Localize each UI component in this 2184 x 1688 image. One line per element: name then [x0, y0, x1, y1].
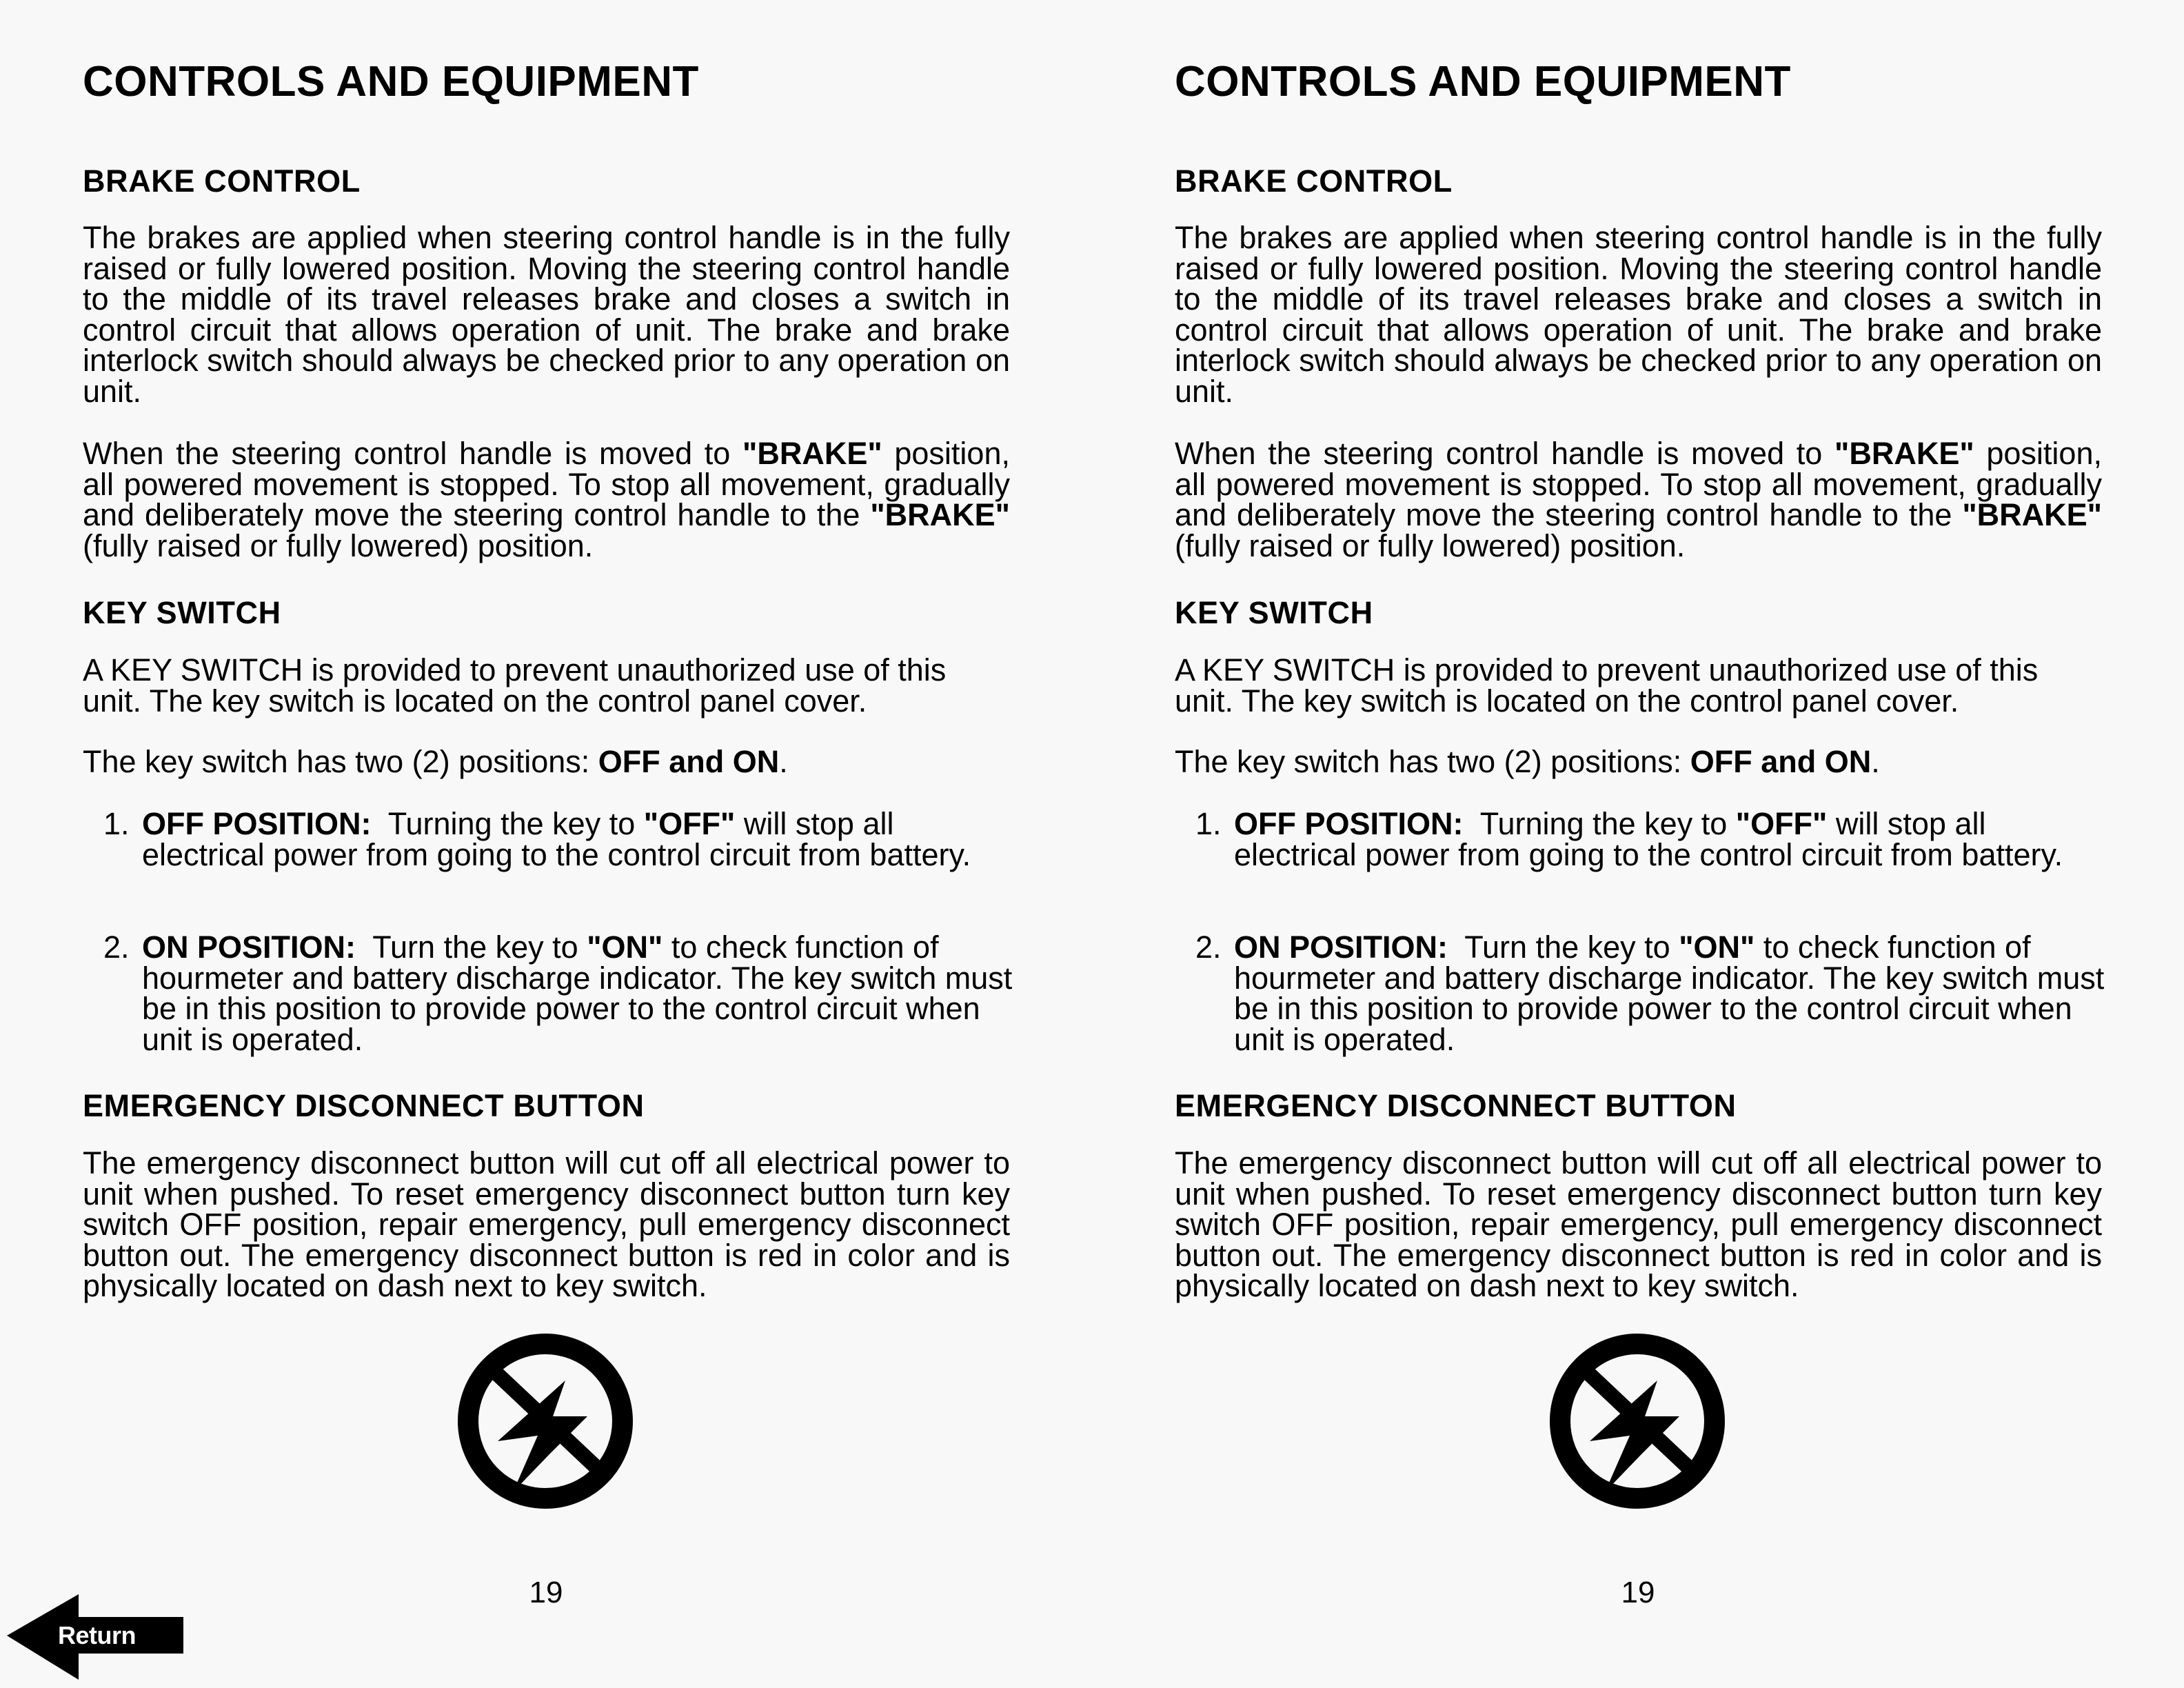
- list-item-off-position: [103, 806, 1013, 902]
- page-right: [1092, 0, 2184, 1688]
- page-number: 19: [529, 1576, 563, 1609]
- list-item-on-position: [1195, 932, 2105, 1056]
- page-title: CONTROLS AND EQUIPMENT: [83, 58, 699, 106]
- emergency-disconnect-icon: [1548, 1332, 1726, 1510]
- brake-control-paragraph-1: The brakes are applied when steering control handle is in the fully raised or fully lowered position. Moving the steering control handle to the middle of its travel releases brake and closes a switch in control circuit that allows operation of unit. The brake and brake interlock switch should always be checked prior to any operation on unit.: [83, 220, 1010, 409]
- list-item-text: OFF POSITION: Turning the key to "OFF" will stop all electrical power from going to the control circuit from battery.: [1234, 806, 2063, 872]
- list-item-text: OFF POSITION: Turning the key to "OFF" will stop all electrical power from going to the control circuit from battery.: [142, 806, 971, 872]
- return-button[interactable]: [6, 1593, 186, 1682]
- section-heading-brake-control: BRAKE CONTROL: [1175, 163, 1453, 199]
- key-switch-paragraph-2: The key switch has two (2) positions: OFF and ON.: [83, 744, 788, 779]
- section-heading-key-switch: KEY SWITCH: [1175, 595, 1373, 630]
- list-number: 1.: [103, 806, 130, 841]
- section-heading-emergency-disconnect: EMERGENCY DISCONNECT BUTTON: [83, 1088, 645, 1123]
- page-number: 19: [1621, 1576, 1655, 1609]
- list-number: 2.: [1195, 930, 1222, 965]
- emergency-disconnect-icon: [456, 1332, 634, 1510]
- section-heading-emergency-disconnect: EMERGENCY DISCONNECT BUTTON: [1175, 1088, 1737, 1123]
- section-heading-brake-control: BRAKE CONTROL: [83, 163, 361, 199]
- list-item-on-position: [103, 932, 1013, 1056]
- brake-control-paragraph-2: When the steering control handle is moved to "BRAKE" position, all powered movement is stopped. To stop all movement, gradually and deliberately move the steering control handle to the "BRAKE" (fully raised or fully lowered) position.: [1175, 436, 2102, 563]
- list-item-text: ON POSITION: Turn the key to "ON" to check function of hourmeter and battery discharge indicator. The key switch must be in this position to provide power to the control circuit when unit is operated.: [1234, 930, 2105, 1057]
- key-switch-paragraph-1: A KEY SWITCH is provided to prevent unauthorized use of this unit. The key switch is located on the control panel cover.: [83, 652, 947, 719]
- list-number: 1.: [1195, 806, 1222, 841]
- list-number: 2.: [103, 930, 130, 965]
- key-switch-paragraph-2: The key switch has two (2) positions: OFF and ON.: [1175, 744, 1880, 779]
- emergency-disconnect-paragraph: The emergency disconnect button will cut off all electrical power to unit when pushed. To reset emergency disconnect button turn key switch OFF position, repair emergency, pull emergency disconnect button out. The emergency disconnect button is red in color and is physically located on dash next to key switch.: [1175, 1145, 2102, 1304]
- brake-control-paragraph-1: The brakes are applied when steering control handle is in the fully raised or fully lowered position. Moving the steering control handle to the middle of its travel releases brake and closes a switch in control circuit that allows operation of unit. The brake and brake interlock switch should always be checked prior to any operation on unit.: [1175, 220, 2102, 409]
- section-heading-key-switch: KEY SWITCH: [83, 595, 281, 630]
- key-switch-paragraph-1: A KEY SWITCH is provided to prevent unauthorized use of this unit. The key switch is located on the control panel cover.: [1175, 652, 2039, 719]
- emergency-disconnect-paragraph: The emergency disconnect button will cut off all electrical power to unit when pushed. To reset emergency disconnect button turn key switch OFF position, repair emergency, pull emergency disconnect button out. The emergency disconnect button is red in color and is physically located on dash next to key switch.: [83, 1145, 1010, 1304]
- list-item-off-position: [1195, 806, 2105, 902]
- return-label: Return: [58, 1621, 136, 1649]
- page-title: CONTROLS AND EQUIPMENT: [1175, 58, 1791, 106]
- brake-control-paragraph-2: When the steering control handle is moved to "BRAKE" position, all powered movement is stopped. To stop all movement, gradually and deliberately move the steering control handle to the "BRAKE" (fully raised or fully lowered) position.: [83, 436, 1010, 563]
- list-item-text: ON POSITION: Turn the key to "ON" to check function of hourmeter and battery discharge indicator. The key switch must be in this position to provide power to the control circuit when unit is operated.: [142, 930, 1013, 1057]
